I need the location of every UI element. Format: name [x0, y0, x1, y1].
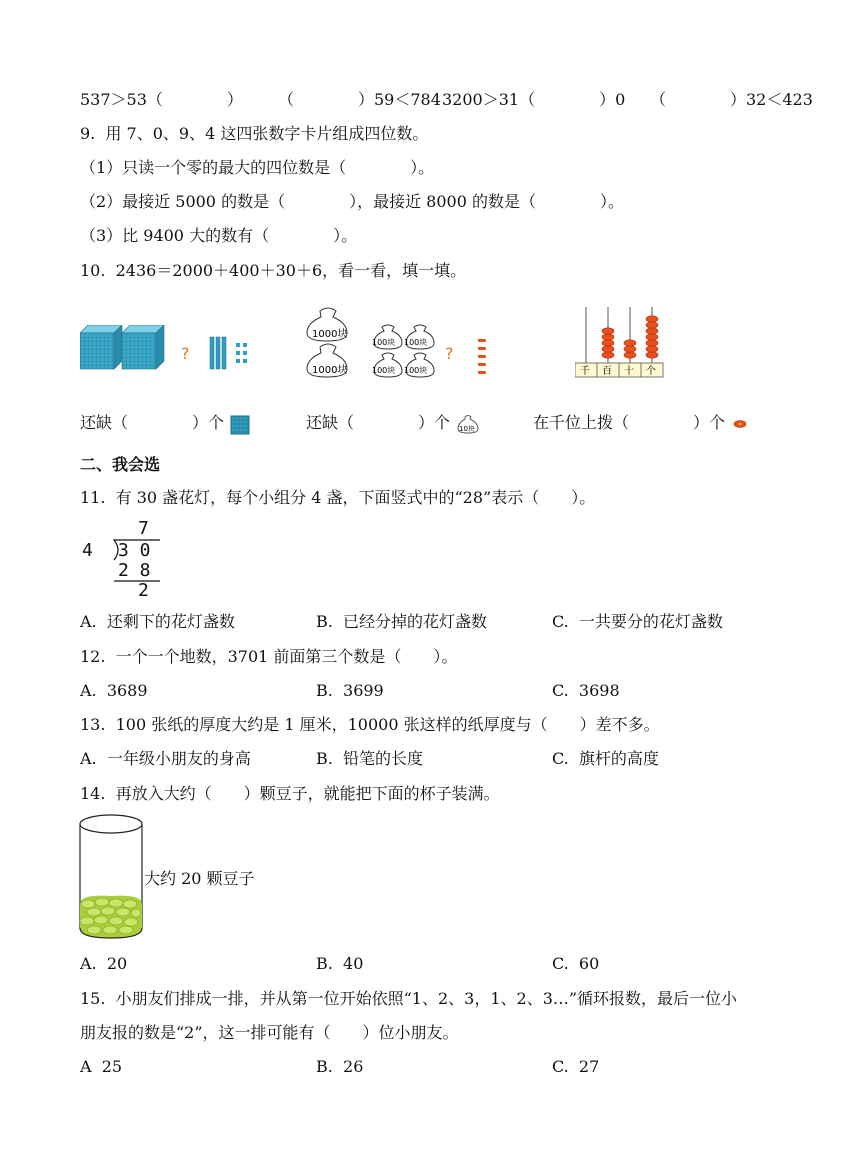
ten-rod-icon [210, 337, 226, 369]
thousand-cube-icon [80, 325, 122, 369]
q8-item-a: 537＞53（ ） [80, 90, 243, 109]
question-mark: ? [445, 344, 454, 363]
abacus-figure [575, 305, 670, 380]
q9-sub1: （1）只读一个零的最大的四位数是（ ）。 [80, 158, 435, 177]
q15-option-a[interactable]: A 25 [80, 1057, 123, 1076]
q13-option-a[interactable]: A. 一年级小朋友的身高 [80, 749, 251, 768]
dividend: 3 0 [118, 540, 151, 561]
remainder: 2 [138, 580, 149, 601]
q13-option-b[interactable]: B. 铅笔的长度 [316, 749, 424, 768]
q14-stem: 14. 再放入大约（ ）颗豆子，就能把下面的杯子装满。 [80, 784, 500, 803]
long-division-figure [78, 518, 168, 602]
cup-with-beans-figure [76, 812, 146, 944]
q13-stem: 13. 100 张纸的厚度大约是 1 厘米，10000 张这样的纸厚度与（ ）差不多。 [80, 715, 660, 734]
q10-fill-3: 在千位上拨（ ）个 [533, 413, 726, 432]
abacus-label-tens: 十 [624, 366, 634, 377]
section-heading: 二、我会选 [80, 455, 161, 474]
q14-option-c[interactable]: C. 60 [552, 954, 600, 973]
quotient: 7 [138, 518, 149, 539]
abacus-label-hundreds: 百 [602, 366, 612, 377]
q15-option-c[interactable]: C. 27 [552, 1057, 600, 1076]
svg-text:100块: 100块 [372, 338, 396, 347]
q8-item-d: （ ）32＜423 [650, 90, 813, 109]
abacus-label-thousands: 千 [580, 366, 590, 377]
bead-icon [733, 418, 749, 430]
q12-option-c[interactable]: C. 3698 [552, 681, 620, 700]
q12-option-a[interactable]: A. 3689 [80, 681, 148, 700]
q10-stem: 10. 2436＝2000＋400＋30＋6，看一看，填一填。 [80, 261, 467, 280]
question-mark: ? [181, 344, 190, 363]
hundred-flat-icon [230, 415, 250, 435]
q15-option-b[interactable]: B. 26 [316, 1057, 364, 1076]
money-bag-100-icon [404, 353, 434, 377]
money-bag-100-icon [404, 325, 434, 349]
q10-fill-1: 还缺（ ）个 [80, 413, 225, 432]
money-bag-100-icon [372, 325, 402, 349]
money-bag-100-icon [372, 353, 402, 377]
money-bags-figure [300, 305, 500, 385]
base-ten-blocks-figure [80, 325, 270, 375]
money-bag-1000-icon [307, 308, 347, 341]
q15-stem-line-2: 朋友报的数是“2”，这一排可能有（ ）位小朋友。 [80, 1023, 459, 1042]
q11-option-c[interactable]: C. 一共要分的花灯盏数 [552, 612, 723, 631]
q11-option-b[interactable]: B. 已经分掉的花灯盏数 [316, 612, 488, 631]
q9-stem: 9. 用 7、0、9、4 这四张数字卡片组成四位数。 [80, 124, 429, 143]
svg-text:100块: 100块 [404, 338, 428, 347]
q14-option-b[interactable]: B. 40 [316, 954, 364, 973]
svg-text:1000块: 1000块 [312, 365, 348, 376]
cup-label: 大约 20 颗豆子 [144, 869, 255, 888]
q8-item-b: （ ）59＜784 [278, 90, 441, 109]
small-coin-stack-icon [478, 339, 486, 374]
q15-stem-line-1: 15. 小朋友们排成一排，并从第一位开始依照“1、2、3，1、2、3…”循环报数，最后一位小 [80, 989, 738, 1008]
q13-option-c[interactable]: C. 旗杆的高度 [552, 749, 659, 768]
abacus-label-ones: 个 [646, 366, 656, 377]
svg-text:1000块: 1000块 [312, 329, 348, 340]
divisor: 4 [82, 540, 93, 561]
q14-option-a[interactable]: A. 20 [80, 954, 128, 973]
svg-text:10块: 10块 [459, 425, 475, 433]
money-bag-10-icon [456, 414, 480, 434]
thousand-cube-icon [122, 325, 164, 369]
q12-option-b[interactable]: B. 3699 [316, 681, 384, 700]
q11-option-a[interactable]: A. 还剩下的花灯盏数 [80, 612, 235, 631]
product: 2 8 [118, 560, 151, 581]
q9-sub3: （3）比 9400 大的数有（ ）。 [80, 226, 358, 245]
svg-text:100块: 100块 [404, 366, 428, 375]
unit-cube-icon [236, 343, 247, 363]
q9-sub2: （2）最接近 5000 的数是（ ），最接近 8000 的数是（ ）。 [80, 192, 624, 211]
q12-stem: 12. 一个一个地数，3701 前面第三个数是（ ）。 [80, 647, 458, 666]
q11-stem: 11. 有 30 盏花灯，每个小组分 4 盏，下面竖式中的“28”表示（ ）。 [80, 488, 596, 507]
q8-item-c: 3200＞31（ ）0 [442, 90, 626, 109]
svg-text:100块: 100块 [372, 366, 396, 375]
q10-fill-2: 还缺（ ）个 [306, 413, 451, 432]
money-bag-1000-icon [307, 344, 347, 377]
